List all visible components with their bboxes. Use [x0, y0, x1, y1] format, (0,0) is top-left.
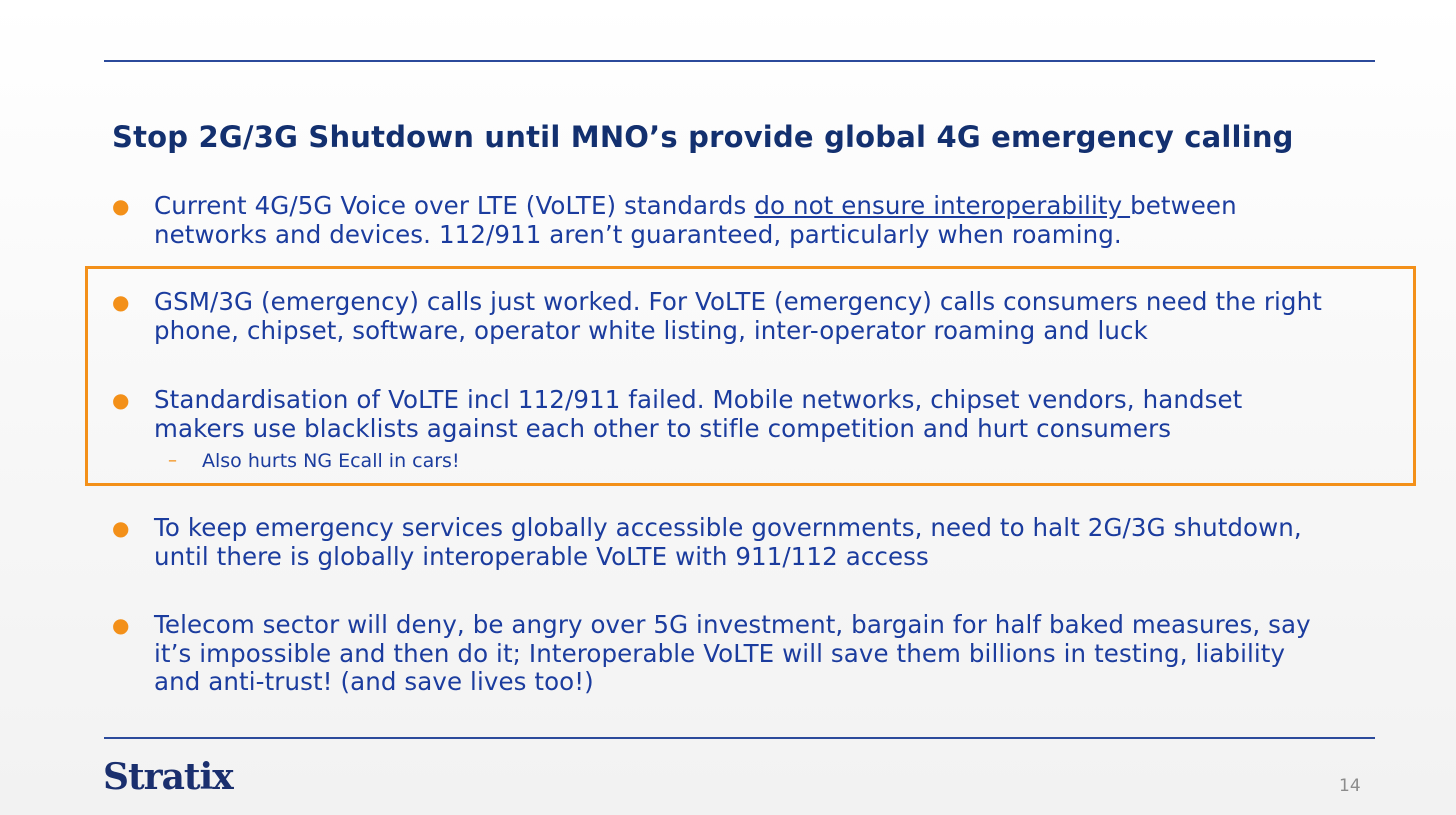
bullet-text	[154, 611, 1311, 697]
bullet-text	[154, 192, 1237, 249]
bullet-line: GSM/3G (emergency) calls just worked. For VoLTE (emergency) calls consumers need the right	[154, 287, 1322, 316]
stratix-logo: Stratix	[103, 756, 233, 798]
bullet-item	[112, 386, 1412, 443]
sub-bullet-text: Also hurts NG Ecall in cars!	[202, 450, 460, 472]
sub-bullet-dash-icon: –	[168, 450, 177, 471]
bullet-text-segment: Current 4G/5G Voice over LTE (VoLTE) standards	[154, 191, 755, 220]
bullet-item	[112, 514, 1412, 571]
bullet-line: networks and devices. 112/911 aren’t guaranteed, particularly when roaming.	[154, 219, 1122, 249]
bullet-dot-icon: ●	[112, 194, 130, 218]
bullet-dot-icon: ●	[112, 388, 130, 412]
bullet-line: To keep emergency services globally accessible governments, need to halt 2G/3G shutdown,	[154, 513, 1302, 542]
bullet-text-segment: between	[1130, 191, 1237, 220]
sub-bullet-item	[168, 448, 460, 474]
bullet-line: Standardisation of VoLTE incl 112/911 failed. Mobile networks, chipset vendors, handset	[154, 385, 1243, 414]
bullet-line: until there is globally interoperable VoLTE with 911/112 access	[154, 541, 929, 571]
top-divider	[104, 60, 1375, 62]
bullet-line: phone, chipset, software, operator white listing, inter-operator roaming and luck	[154, 315, 1148, 345]
bullet-item	[112, 611, 1412, 697]
bullet-dot-icon: ●	[112, 290, 130, 314]
bullet-item	[112, 192, 1412, 249]
underlined-phrase: do not ensure interoperability	[754, 191, 1131, 220]
bullet-line	[154, 192, 1237, 221]
slide-title: Stop 2G/3G Shutdown until MNO’s provide global 4G emergency calling	[112, 120, 1294, 154]
bullet-line: it’s impossible and then do it; Interoperable VoLTE will save them billions in testing, liability	[154, 638, 1286, 668]
page-number: 14	[1339, 776, 1361, 796]
bottom-divider	[104, 737, 1375, 739]
bullet-line: makers use blacklists against each other to stifle competition and hurt consumers	[154, 413, 1172, 443]
bullet-item	[112, 288, 1412, 345]
bullet-dot-icon: ●	[112, 516, 130, 540]
bullet-line: Telecom sector will deny, be angry over 5G investment, bargain for half baked measures, say	[154, 610, 1311, 639]
bullet-text	[154, 386, 1242, 443]
bullet-line: and anti-trust! (and save lives too!)	[154, 667, 594, 696]
bullet-text	[154, 288, 1322, 345]
bullet-dot-icon: ●	[112, 613, 130, 637]
bullet-text	[154, 514, 1302, 571]
